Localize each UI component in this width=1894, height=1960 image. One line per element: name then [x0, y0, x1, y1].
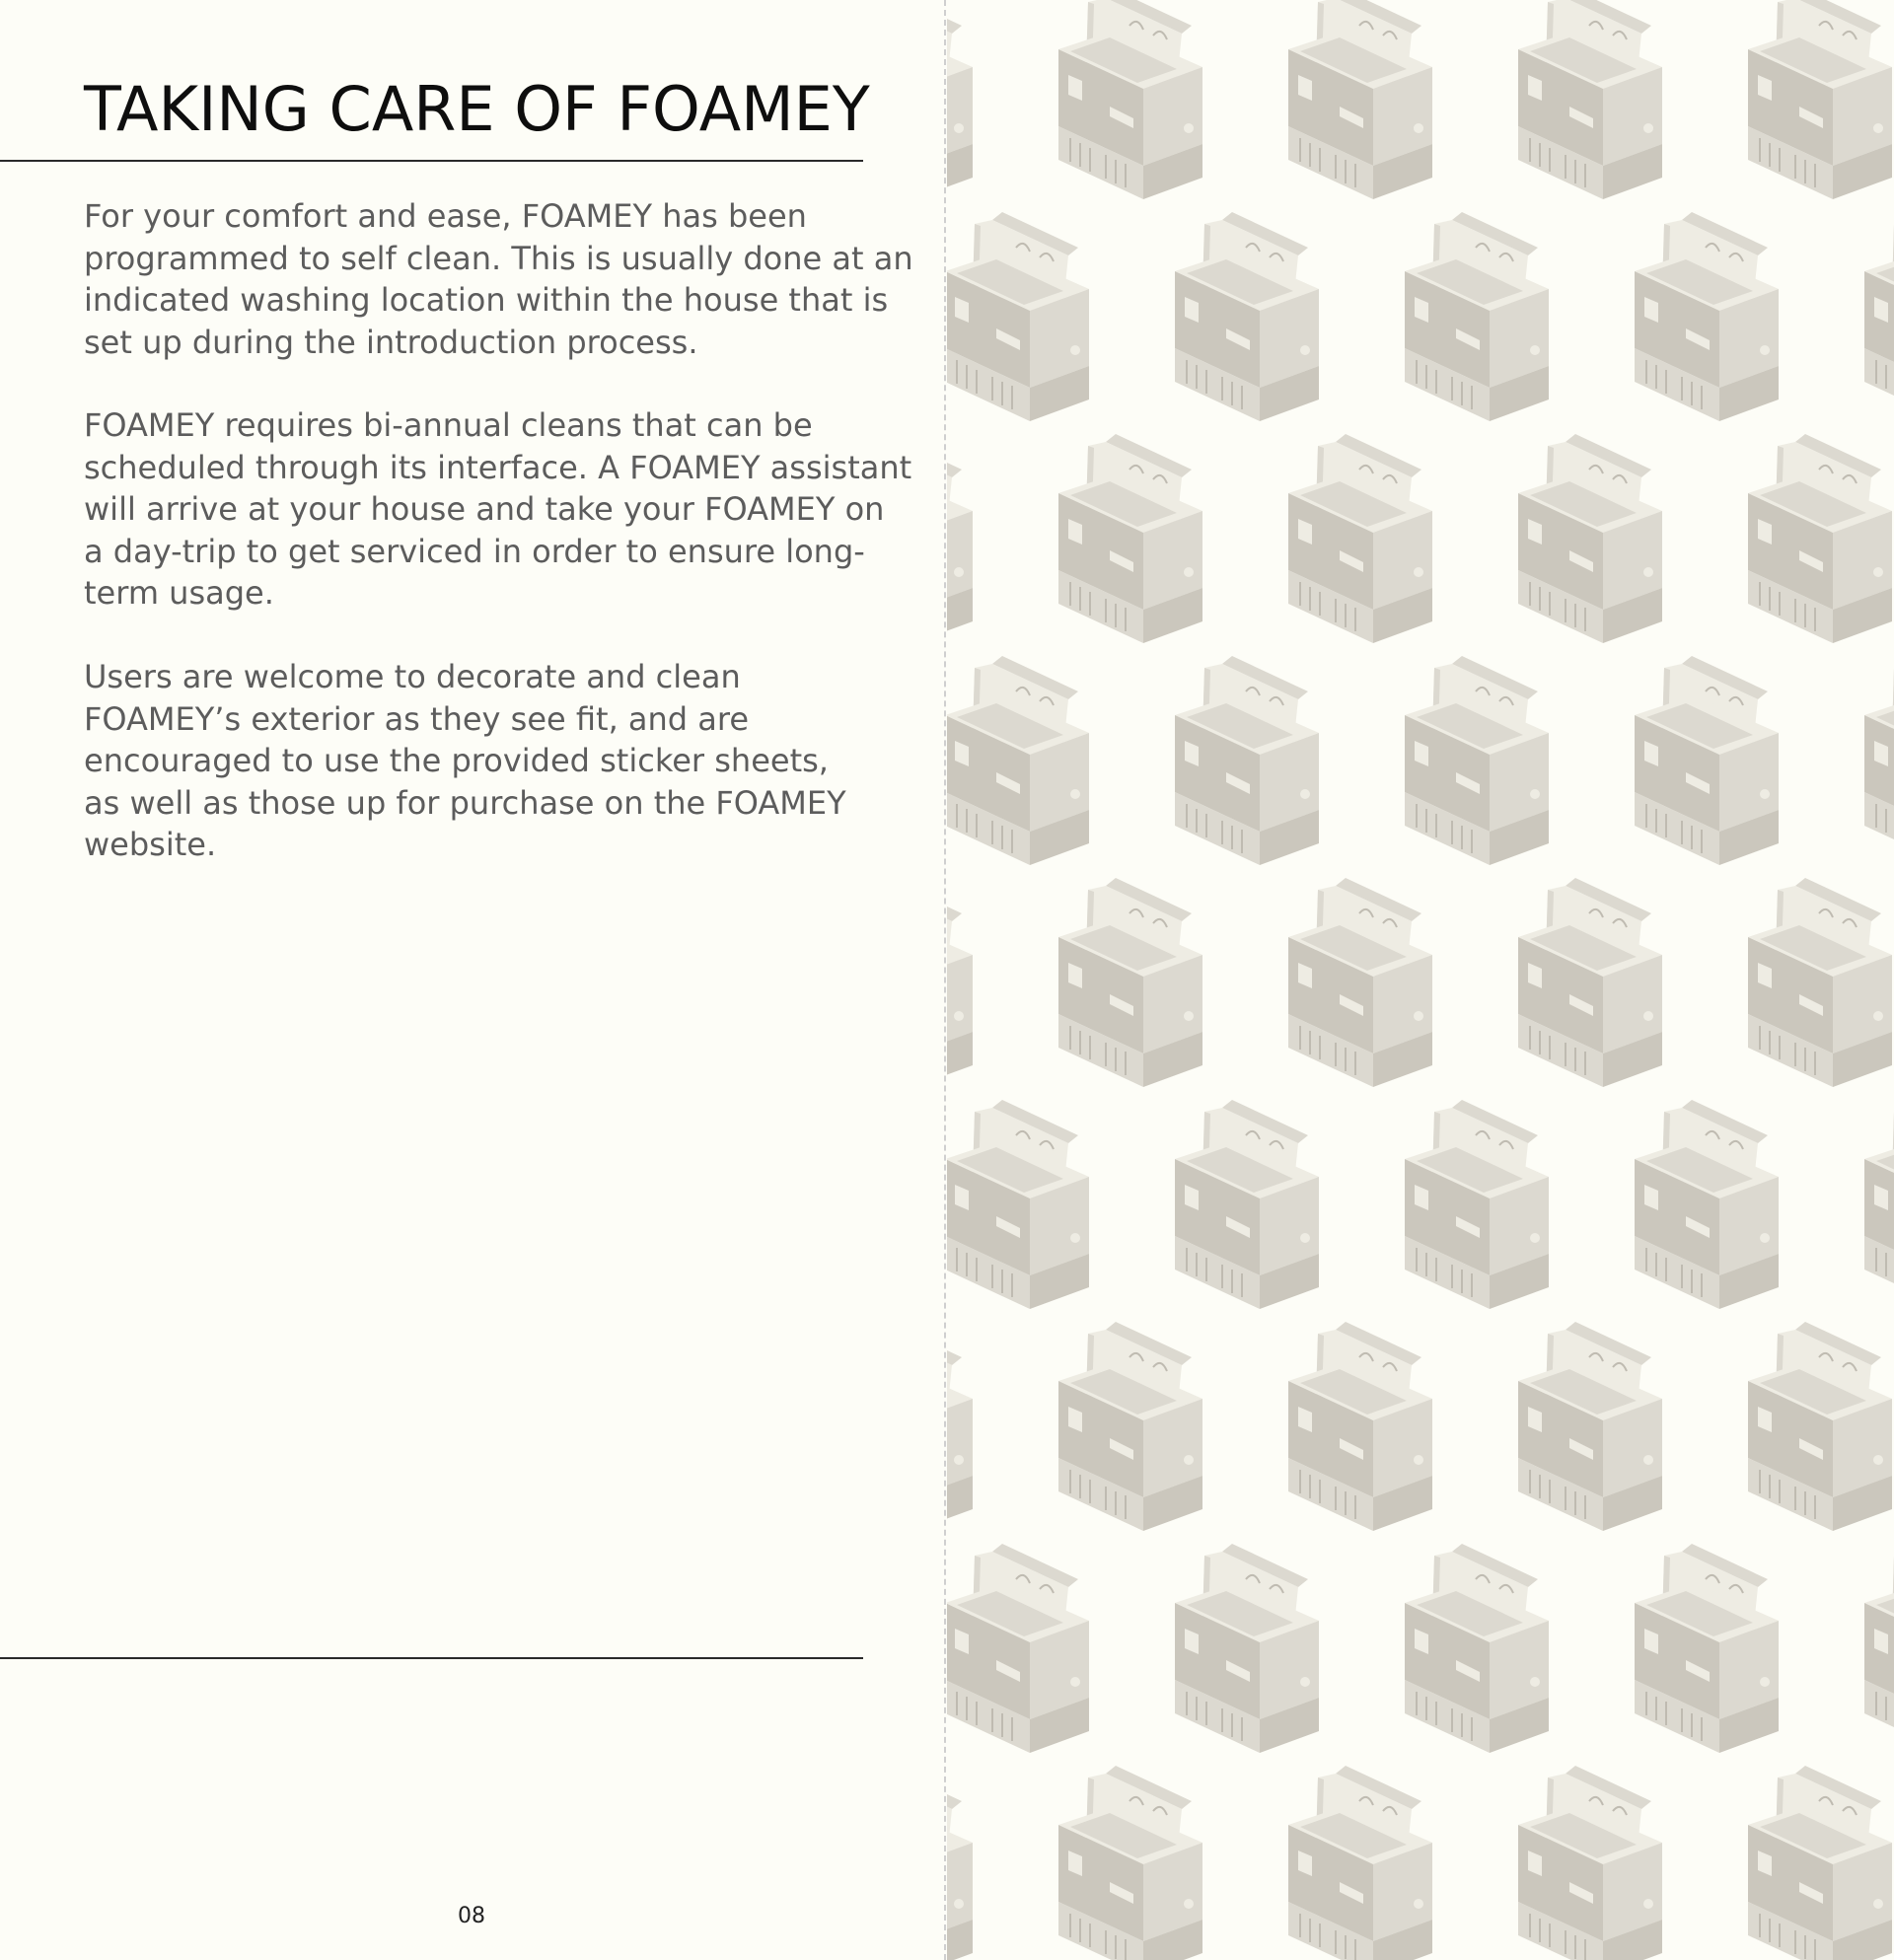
text-line: term usage. — [84, 574, 274, 612]
care-paragraph-self-clean — [84, 195, 913, 363]
foamey-robot-icon — [947, 1100, 1089, 1309]
care-section-title: TAKING CARE OF FOAMEY — [84, 73, 870, 145]
foamey-robot-icon — [1175, 656, 1319, 865]
text-line: FOAMEY requires bi-annual cleans that can be — [84, 406, 813, 444]
foamey-robot-icon — [1058, 1766, 1202, 1960]
foamey-robot-icon — [1288, 1322, 1432, 1531]
foamey-robot-icon — [1518, 0, 1662, 199]
text-column — [0, 0, 945, 1960]
foamey-robot-icon — [1748, 878, 1892, 1087]
foamey-robot-icon — [1058, 0, 1202, 199]
text-line: as well as those up for purchase on the FOAMEY — [84, 783, 846, 822]
foamey-robot-icon — [947, 212, 1089, 421]
foamey-robot-icon — [947, 1322, 973, 1531]
text-line: FOAMEY’s exterior as they see fit, and are — [84, 699, 750, 738]
foamey-robot-icon — [1748, 434, 1892, 643]
foamey-robot-icon — [1864, 1544, 1894, 1753]
care-paragraph-service — [84, 404, 912, 615]
care-paragraph-decorate — [84, 656, 873, 866]
foamey-robot-icon — [1518, 434, 1662, 643]
foamey-robot-icon — [1405, 656, 1549, 865]
foamey-robot-icon — [1175, 1544, 1319, 1753]
foamey-robot-icon — [947, 434, 973, 643]
foamey-robot-icon — [947, 878, 973, 1087]
foamey-robot-icon — [1405, 1100, 1549, 1309]
foamey-robot-icon — [1175, 212, 1319, 421]
foamey-robot-icon — [1405, 1544, 1549, 1753]
foamey-robot-icon — [1288, 0, 1432, 199]
text-line: scheduled through its interface. A FOAMEY assistant — [84, 448, 912, 486]
foamey-robot-icon — [1635, 1544, 1779, 1753]
foamey-robot-icon — [947, 1766, 973, 1960]
foamey-robot-icon — [1748, 1322, 1892, 1531]
foamey-robot-icon — [1748, 0, 1892, 199]
foamey-robot-icon — [1175, 1100, 1319, 1309]
text-line: programmed to self clean. This is usually done at an — [84, 239, 913, 277]
contact-title-divider — [0, 1657, 863, 1659]
foamey-robot-icon — [1288, 434, 1432, 643]
foamey-robot-icon — [1635, 212, 1779, 421]
text-line: indicated washing location within the house that is — [84, 281, 889, 319]
foamey-robot-icon — [1864, 656, 1894, 865]
text-line: set up during the introduction process. — [84, 323, 698, 361]
robot-grid — [947, 0, 1894, 1960]
text-line: encouraged to use the provided sticker sheets, — [84, 742, 829, 779]
text-line: a day-trip to get serviced in order to ensure long- — [84, 532, 865, 570]
foamey-robot-icon — [1518, 878, 1662, 1087]
foamey-robot-icon — [1864, 212, 1894, 421]
care-title-divider — [0, 160, 863, 162]
foamey-robot-icon — [1288, 878, 1432, 1087]
foamey-robot-icon — [1405, 212, 1549, 421]
foamey-robot-icon — [1288, 1766, 1432, 1960]
foamey-robot-icon — [947, 656, 1089, 865]
foamey-robot-icon — [1635, 1100, 1779, 1309]
robot-pattern — [947, 0, 1894, 1960]
page-number: 08 — [458, 1904, 485, 1928]
foamey-robot-icon — [1635, 656, 1779, 865]
text-line: Users are welcome to decorate and clean — [84, 658, 741, 695]
text-line: will arrive at your house and take your FOAMEY on — [84, 490, 885, 528]
foamey-robot-icon — [1518, 1322, 1662, 1531]
text-line: website. — [84, 826, 217, 863]
text-line: For your comfort and ease, FOAMEY has been — [84, 197, 807, 235]
foamey-robot-icon — [1058, 1322, 1202, 1531]
foamey-robot-icon — [1864, 1100, 1894, 1309]
foamey-robot-icon — [1058, 434, 1202, 643]
foamey-robot-icon — [947, 0, 973, 199]
robot-pattern-panel — [947, 0, 1894, 1960]
foamey-robot-icon — [1058, 878, 1202, 1087]
foamey-robot-icon — [1518, 1766, 1662, 1960]
fold-line — [944, 0, 946, 1960]
foamey-robot-icon — [1748, 1766, 1892, 1960]
foamey-robot-icon — [947, 1544, 1089, 1753]
